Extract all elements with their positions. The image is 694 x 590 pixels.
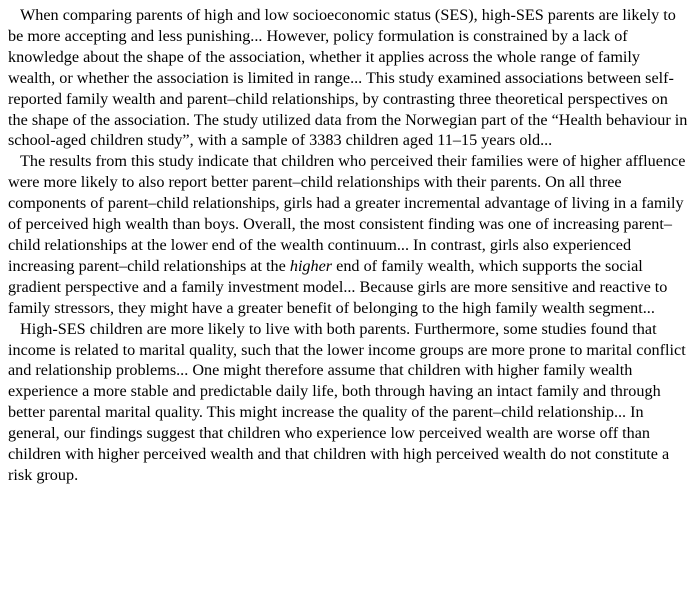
- paragraph-3: [8, 319, 688, 486]
- paragraph-2-text-end: end of family wealth, which supports the social gradient perspective and a family investment model... Because girls are more sensitive and reactive to family stressors, they might have a greater benefit of belonging to the high family wealth segment...: [8, 256, 668, 317]
- paragraph-2-text-start: The results from this study indicate that children who perceived their families were of higher affluence were more likely to also report better parent–child relationships with their parents. On all three components of parent–child relationships, girls had a greater incremental advantage of living in a family of perceived high wealth than boys. Overall, the most consistent finding was one of increasing parent–child relationships at the lower end of the wealth continuum... In contrast, girls also experienced increasing parent–child relationships at the: [8, 152, 686, 275]
- paragraph-3-text: High-SES children are more likely to live with both parents. Furthermore, some studies found that income is related to marital quality, such that the lower income groups are more prone to marital conflict and relationship problems... One might therefore assume that children with higher family wealth experience a more stable and predictable daily life, both through having an intact family and through better parental marital quality. This might increase the quality of the parent–child relationship... In general, our findings suggest that children who experience low perceived wealth are worse off than children with higher perceived wealth and that children with high perceived wealth do not constitute a risk group.: [8, 319, 686, 484]
- paragraph-1-text: When comparing parents of high and low socioeconomic status (SES), high-SES parents are likely to be more accepting and less punishing... However, policy formulation is constrained by a lack of knowledge about the shape of the association, whether it applies across the whole range of family wealth, or whether the association is limited in range... This study examined associations between self-reported family wealth and parent–child relationships, by contrasting three theoretical perspectives on the shape of the association. The study utilized data from the Norwegian part of the “Health behaviour in school-aged children study”, with a sample of 3383 children aged 11–15 years old...: [8, 6, 688, 150]
- paragraph-2-emphasis: higher: [289, 256, 333, 275]
- paragraph-1: [8, 5, 688, 151]
- paragraph-2: [8, 151, 688, 318]
